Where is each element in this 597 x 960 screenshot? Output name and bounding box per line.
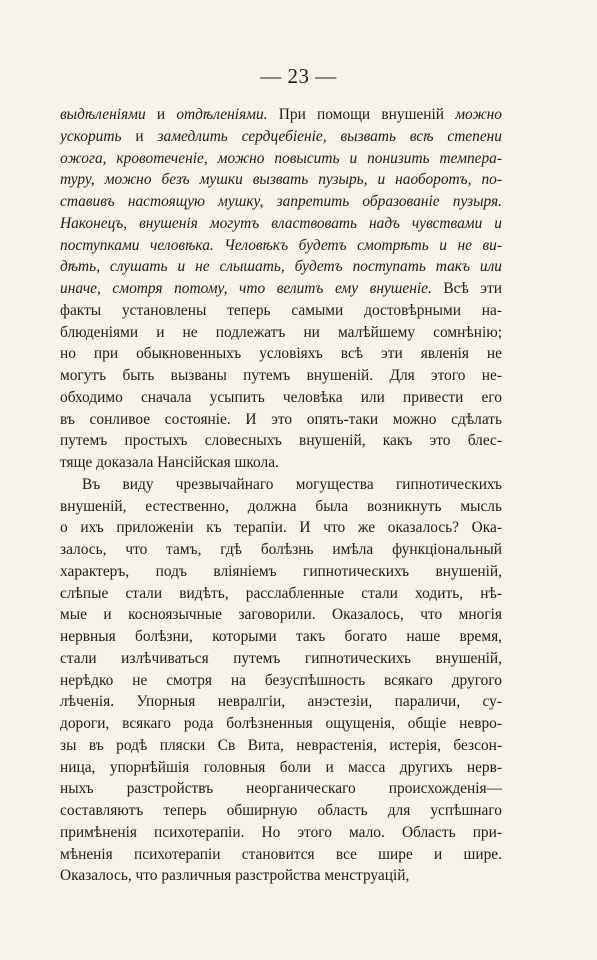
text-line [60,365,502,387]
italic-run: Наконецъ, внушенiя могутъ властвовать надъ чувствами и [60,214,502,232]
text-run: внушенiй, естественно, должна была возникнуть мысль [60,497,502,515]
italic-run: поступками человѣка. Человѣкъ будетъ смотрѣть и не ви- [60,236,502,254]
text-run: примѣненiя психотерапiи. Но этого мало. Область при- [60,823,502,841]
text-line [60,539,502,561]
text-run: о ихъ приложенiи къ терапiи. И что же оказалось? Ока- [60,519,502,537]
text-run: мѣненiя психотерапiи становится все шире и шире. [60,845,502,863]
text-run: слѣпые стали видѣть, расслабленные стали ходить, нѣ- [60,584,502,602]
paragraph [60,104,502,474]
text-line [60,735,502,757]
text-run: тяще доказала Нансiйская школа. [60,454,279,471]
text-line [60,148,502,170]
text-line [60,191,502,213]
text-run: могутъ быть вызваны путемъ внушенiй. Для этого не- [60,367,502,384]
text-line [60,235,502,257]
text-run: зы въ родѣ пляски Св Вита, неврастенiя, истерiя, безсон- [60,736,502,754]
paragraph [60,474,502,887]
text-line [60,300,502,322]
text-line [60,517,502,539]
italic-run: ускорить [60,127,122,145]
text-run: Въ виду чрезвычайнаго могущества гипнотическихъ [82,475,502,493]
text-line [60,800,502,822]
text-line [60,496,502,518]
text-line [60,387,502,409]
text-run: стали излѣчиваться путемъ гипнотическихъ внушенiй, [60,649,502,667]
text-line [60,452,502,474]
italic-run: ожога, кровотеченiе, можно повысить и понизить темпера- [60,149,502,167]
text-run: залось, что тамъ, гдѣ болѣзнь имѣла функцiональный [60,541,502,558]
text-run: составляютъ теперь обширную область для успѣшнаго [60,802,502,819]
text-run: мые и косноязычные заговорили. Оказалось, что многiя [60,606,502,624]
text-run: характеръ, подъ влiянiемъ гипнотическихъ внушенiй, [60,562,502,580]
text-line [60,865,502,887]
body-text [60,104,502,887]
text-run: Оказалось, что различныя разстройства менструацiй, [60,867,410,885]
text-run: факты установлены теперь самыми достовѣрными на- [60,301,502,319]
text-run: ница, упорнѣйшiя головныя боли и масса другихъ нерв- [60,758,502,776]
text-line [60,604,502,626]
text-run: При помощи внушенiй [267,106,456,123]
italic-run: ставивъ настоящую мушку, запретить образованiе пузыря. [60,193,502,210]
text-line [60,778,502,800]
text-run: путемъ простыхъ словесныхъ внушенiй, какъ это блес- [60,432,502,450]
text-run: лѣченiя. Упорныя невралгiи, анэстезiи, параличи, су- [60,693,502,711]
text-line [60,822,502,844]
text-run: ныхъ разстройствъ неорганическаго происхожденiя— [60,780,502,798]
text-line [60,409,502,431]
text-line [60,343,502,365]
text-line [60,278,502,300]
text-line [60,626,502,648]
text-run: обходимо сначала усыпить человѣка или привести его [60,388,502,406]
text-line [60,169,502,191]
italic-run: иначе, смотря потому, что велитъ ему внушенiе. [60,280,432,297]
italic-run: туру, можно безъ мушки вызвать пузырь, и наоборотъ, по- [60,171,502,189]
text-line [60,474,502,496]
text-line [60,126,502,148]
text-line [60,713,502,735]
text-run: въ сонливое состоянiе. И это опять-таки можно сдѣлать [60,410,502,428]
text-run: нервныя болѣзни, которыми такъ богато наше время, [60,628,502,645]
italic-run: замедлить сердцебiенiе, вызвать всѣ степени [157,127,502,145]
text-line [60,104,502,126]
text-run: и [121,127,158,145]
text-run: Всѣ эти [431,280,502,297]
italic-run: выдѣленiями [60,106,146,123]
text-line [60,670,502,692]
text-line [60,256,502,278]
text-line [60,648,502,670]
italic-run: дѣть, слушать и не слышать, будетъ поступать такъ или [60,258,502,276]
text-run: дороги, всякаго рода болѣзненныя ощущенiя, общiе невро- [60,715,502,732]
italic-run: можно [455,106,502,123]
italic-run: отдѣленiями. [176,106,268,123]
text-run: блюденiями и не подлежатъ ни малѣйшему сомнѣнiю; [60,323,502,341]
text-line [60,844,502,866]
text-run: нерѣдко не смотря на безуспѣшность всякаго другого [60,671,502,689]
text-line [60,691,502,713]
text-line [60,757,502,779]
text-line [60,213,502,235]
text-line [60,583,502,605]
text-run: и [145,106,177,123]
page-number: — 23 — [260,64,337,88]
text-run: но при обыкновенныхъ условiяхъ всѣ эти явленiя не [60,345,502,363]
text-line [60,430,502,452]
text-line [60,561,502,583]
text-line [60,322,502,344]
